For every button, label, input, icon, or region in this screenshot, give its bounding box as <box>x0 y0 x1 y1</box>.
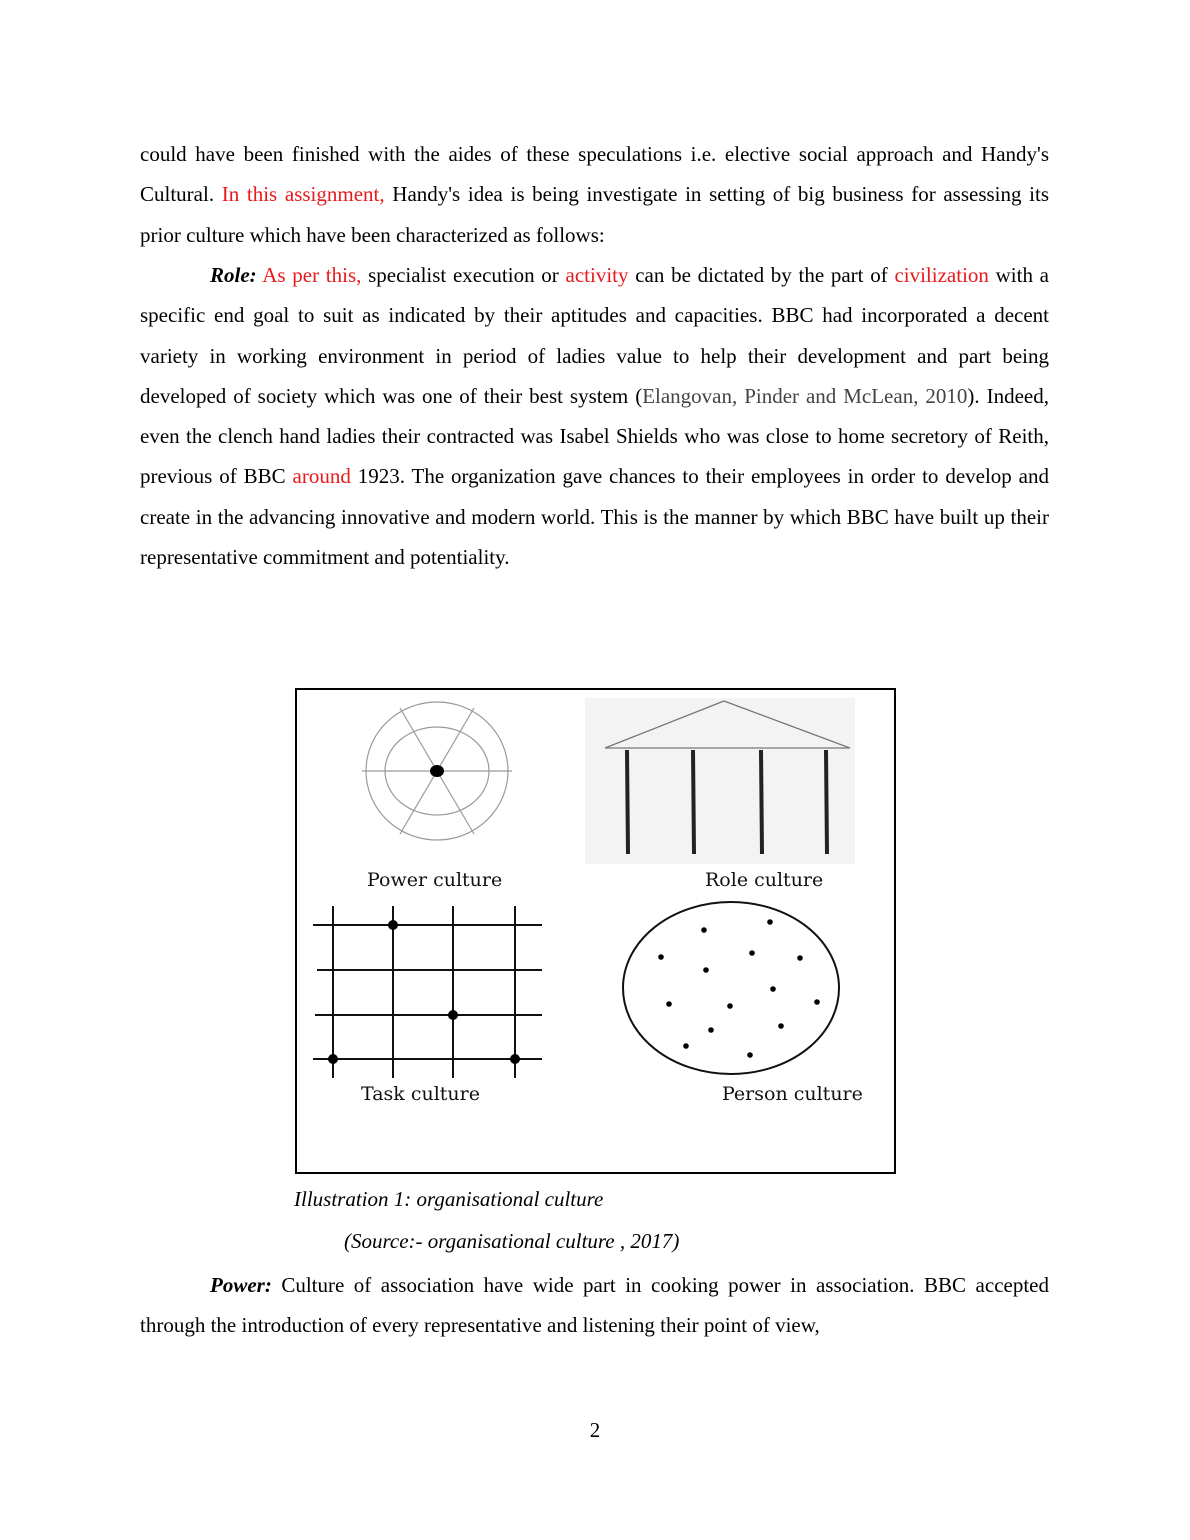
role-paragraph <box>140 255 1049 577</box>
figure-caption: Illustration 1: organisational culture <box>294 1187 604 1211</box>
power-paragraph <box>140 1265 1049 1346</box>
role-citation: Elangovan, Pinder and McLean, 2010 <box>642 383 968 408</box>
page-number: 2 <box>589 1418 601 1442</box>
role-highlight-3: civilization <box>894 263 989 287</box>
intro-highlight: In this assignment, <box>221 182 385 207</box>
task-culture-grid-icon <box>313 906 542 1078</box>
role-text-2: can be dictated by the part of <box>628 263 895 287</box>
role-text-3: with a specific end goal to suit as indicated by their aptitudes and capacities. BBC had incorporated a decent variety in working environment in period of ladies value to help their development and part being developed of society which was one of their best system ( <box>140 263 1050 408</box>
role-text-1: specialist execution or <box>361 263 566 287</box>
role-text-5: 1923. The organization gave chances to their employees in order to develop and create in the advancing innovative and modern world. This is the manner by which BBC have built up their representative commitment and potentiality. <box>140 464 1049 570</box>
role-highlight-2: activity <box>565 263 629 287</box>
role-text-4: ). Indeed, even the clench hand ladies their contracted was Isabel Shields who was close to home secretory of Reith, previous of BBC <box>140 383 1049 489</box>
person-culture-label: Person culture <box>722 1083 863 1105</box>
intro-paragraph <box>140 134 1049 255</box>
role-highlight-4: around <box>292 464 351 489</box>
role-heading: Role: <box>210 263 257 287</box>
role-culture-label: Role culture <box>705 869 824 891</box>
power-culture-label: Power culture <box>367 869 503 891</box>
person-culture-cluster-icon <box>623 902 839 1074</box>
role-highlight-1: As per this, <box>262 263 362 287</box>
culture-diagram <box>297 690 894 1172</box>
culture-illustration <box>295 688 896 1174</box>
role-culture-temple-icon <box>585 698 855 864</box>
power-text: Culture of association have wide part in cooking power in association. BBC accepted through the introduction of every representative and listening their point of view, <box>140 1273 1049 1338</box>
power-heading: Power: <box>210 1273 272 1297</box>
task-culture-nodes <box>328 920 520 1064</box>
power-center-dot <box>430 765 444 777</box>
intro-text-1: could have been finished with the aides of these speculations i.e. elective social approach and Handy's Cultural. <box>140 142 1049 207</box>
task-culture-label: Task culture <box>361 1083 480 1105</box>
figure-source: (Source:- organisational culture , 2017) <box>344 1229 680 1253</box>
intro-text-2: Handy's idea is being investigate in setting of big business for assessing its prior culture which have been characterized as follows: <box>140 182 1049 247</box>
